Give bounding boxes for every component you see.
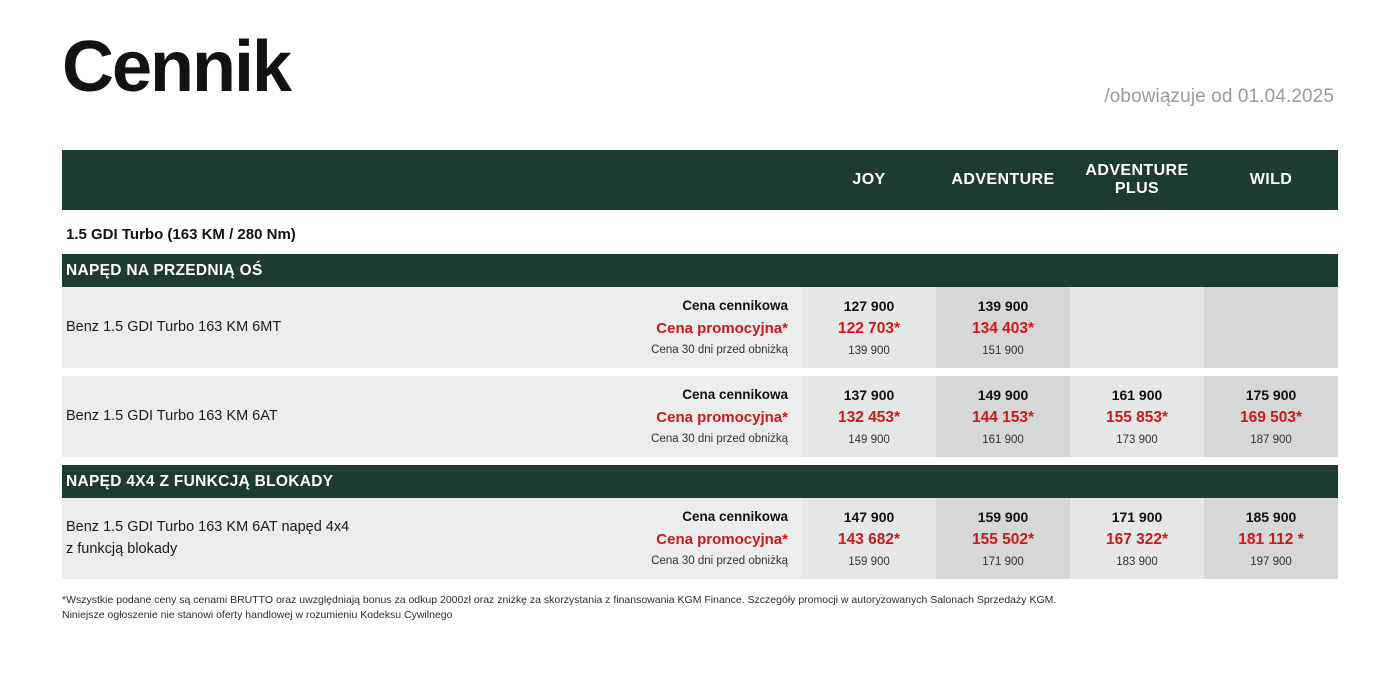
price-cell-joy [802, 498, 936, 579]
price-promo: 122 703* [837, 320, 901, 338]
price-cell-wild [1204, 498, 1338, 579]
section-title: NAPĘD NA PRZEDNIĄ OŚ [62, 254, 1338, 287]
row-description-line2: z funkcją blokady [66, 540, 178, 557]
price-list: 171 900 [1111, 508, 1163, 525]
price-label-group [567, 498, 802, 579]
price-before: 171 900 [982, 555, 1024, 568]
price-promo: 143 682* [837, 531, 901, 549]
price-promo: 144 153* [971, 409, 1035, 427]
row-description-line1: Benz 1.5 GDI Turbo 163 KM 6AT [66, 407, 278, 424]
price-list: 139 900 [977, 297, 1029, 314]
trim-header-wild: WILD [1204, 150, 1338, 210]
price-cell-wild [1204, 287, 1338, 368]
price-before: 149 900 [848, 433, 890, 446]
footnote-line-1: *Wszystkie podane ceny są cenami BRUTTO oraz uwzględniają bonus za odkup 2000zł oraz zniżkę za skorzystania z finansowania KGM Finance. Szczegóły promocji w autoryzowanych Salonach Sprzedaży KGM. [62, 594, 1057, 606]
price-promo [1206, 326, 1336, 330]
price-cell-adventure-plus [1070, 376, 1204, 457]
label-list-price: Cena cennikowa [682, 509, 788, 524]
price-list: 185 900 [1245, 508, 1297, 525]
price-promo: 181 112 * [1238, 531, 1304, 549]
price-label-group [567, 376, 802, 457]
header-spacer-labels [567, 150, 802, 210]
price-before: 159 900 [848, 555, 890, 568]
engine-label: 1.5 GDI Turbo (163 KM / 280 Nm) [62, 210, 1338, 254]
table-header-row [62, 150, 1338, 210]
trim-header-adventure-plus: ADVENTURE PLUS [1070, 150, 1204, 210]
price-cell-adventure-plus [1070, 498, 1204, 579]
validity-note: /obowiązuje od 01.04.2025 [1104, 86, 1334, 107]
pricing-table-wrapper [0, 150, 1400, 579]
trim-header-joy: JOY [802, 150, 936, 210]
label-list-price: Cena cennikowa [682, 298, 788, 313]
page-header [0, 0, 1400, 150]
price-promo: 167 322* [1105, 531, 1169, 549]
price-list: 175 900 [1245, 386, 1297, 403]
price-cell-joy [802, 287, 936, 368]
trim-header-adventure: ADVENTURE [936, 150, 1070, 210]
label-promo-price: Cena promocyjna* [656, 409, 788, 427]
price-cell-adventure [936, 376, 1070, 457]
label-promo-price: Cena promocyjna* [656, 320, 788, 338]
price-list: 147 900 [843, 508, 895, 525]
row-description-line1: Benz 1.5 GDI Turbo 163 KM 6MT [66, 318, 282, 335]
price-promo: 134 403* [971, 320, 1035, 338]
row-description-line1: Benz 1.5 GDI Turbo 163 KM 6AT napęd 4x4 [66, 519, 350, 536]
price-before: 161 900 [982, 433, 1024, 446]
price-list: 149 900 [977, 386, 1029, 403]
price-promo: 155 502* [971, 531, 1035, 549]
section-title: NAPĘD 4X4 Z FUNKCJĄ BLOKADY [62, 465, 1338, 498]
footnote [0, 579, 1400, 623]
price-promo [1072, 326, 1202, 330]
header-spacer-desc [62, 150, 567, 210]
price-list: 159 900 [977, 508, 1029, 525]
price-cell-joy [802, 376, 936, 457]
price-cell-adventure-plus [1070, 287, 1204, 368]
label-price-before: Cena 30 dni przed obniżką [651, 432, 788, 445]
section-header-fwd [62, 254, 1338, 287]
price-before: 139 900 [848, 344, 890, 357]
label-price-before: Cena 30 dni przed obniżką [651, 343, 788, 356]
label-price-before: Cena 30 dni przed obniżką [651, 554, 788, 567]
label-promo-price: Cena promocyjna* [656, 531, 788, 549]
row-description [62, 498, 567, 579]
pricing-table [62, 150, 1338, 579]
footnote-line-2: Niniejsze ogłoszenie nie stanowi oferty handlowej w rozumieniu Kodeksu Cywilnego [62, 609, 453, 622]
row-spacer [62, 457, 1338, 465]
section-header-4x4 [62, 465, 1338, 498]
label-list-price: Cena cennikowa [682, 387, 788, 402]
price-before: 151 900 [982, 344, 1024, 357]
price-list: 127 900 [843, 297, 895, 314]
price-cell-wild [1204, 376, 1338, 457]
price-list: 161 900 [1111, 386, 1163, 403]
price-list: 137 900 [843, 386, 895, 403]
price-before: 183 900 [1116, 555, 1158, 568]
row-description [62, 287, 567, 368]
price-label-group [567, 287, 802, 368]
price-before: 173 900 [1116, 433, 1158, 446]
table-row [62, 376, 1338, 457]
page-title: Cennik [62, 27, 291, 107]
price-before: 197 900 [1250, 555, 1292, 568]
price-cell-adventure [936, 287, 1070, 368]
row-spacer [62, 368, 1338, 376]
table-row [62, 287, 1338, 368]
price-promo: 132 453* [837, 409, 901, 427]
row-description [62, 376, 567, 457]
engine-row [62, 210, 1338, 254]
price-before: 187 900 [1250, 433, 1292, 446]
price-promo: 155 853* [1105, 409, 1169, 427]
price-cell-adventure [936, 498, 1070, 579]
price-promo: 169 503* [1239, 409, 1303, 427]
table-row [62, 498, 1338, 579]
